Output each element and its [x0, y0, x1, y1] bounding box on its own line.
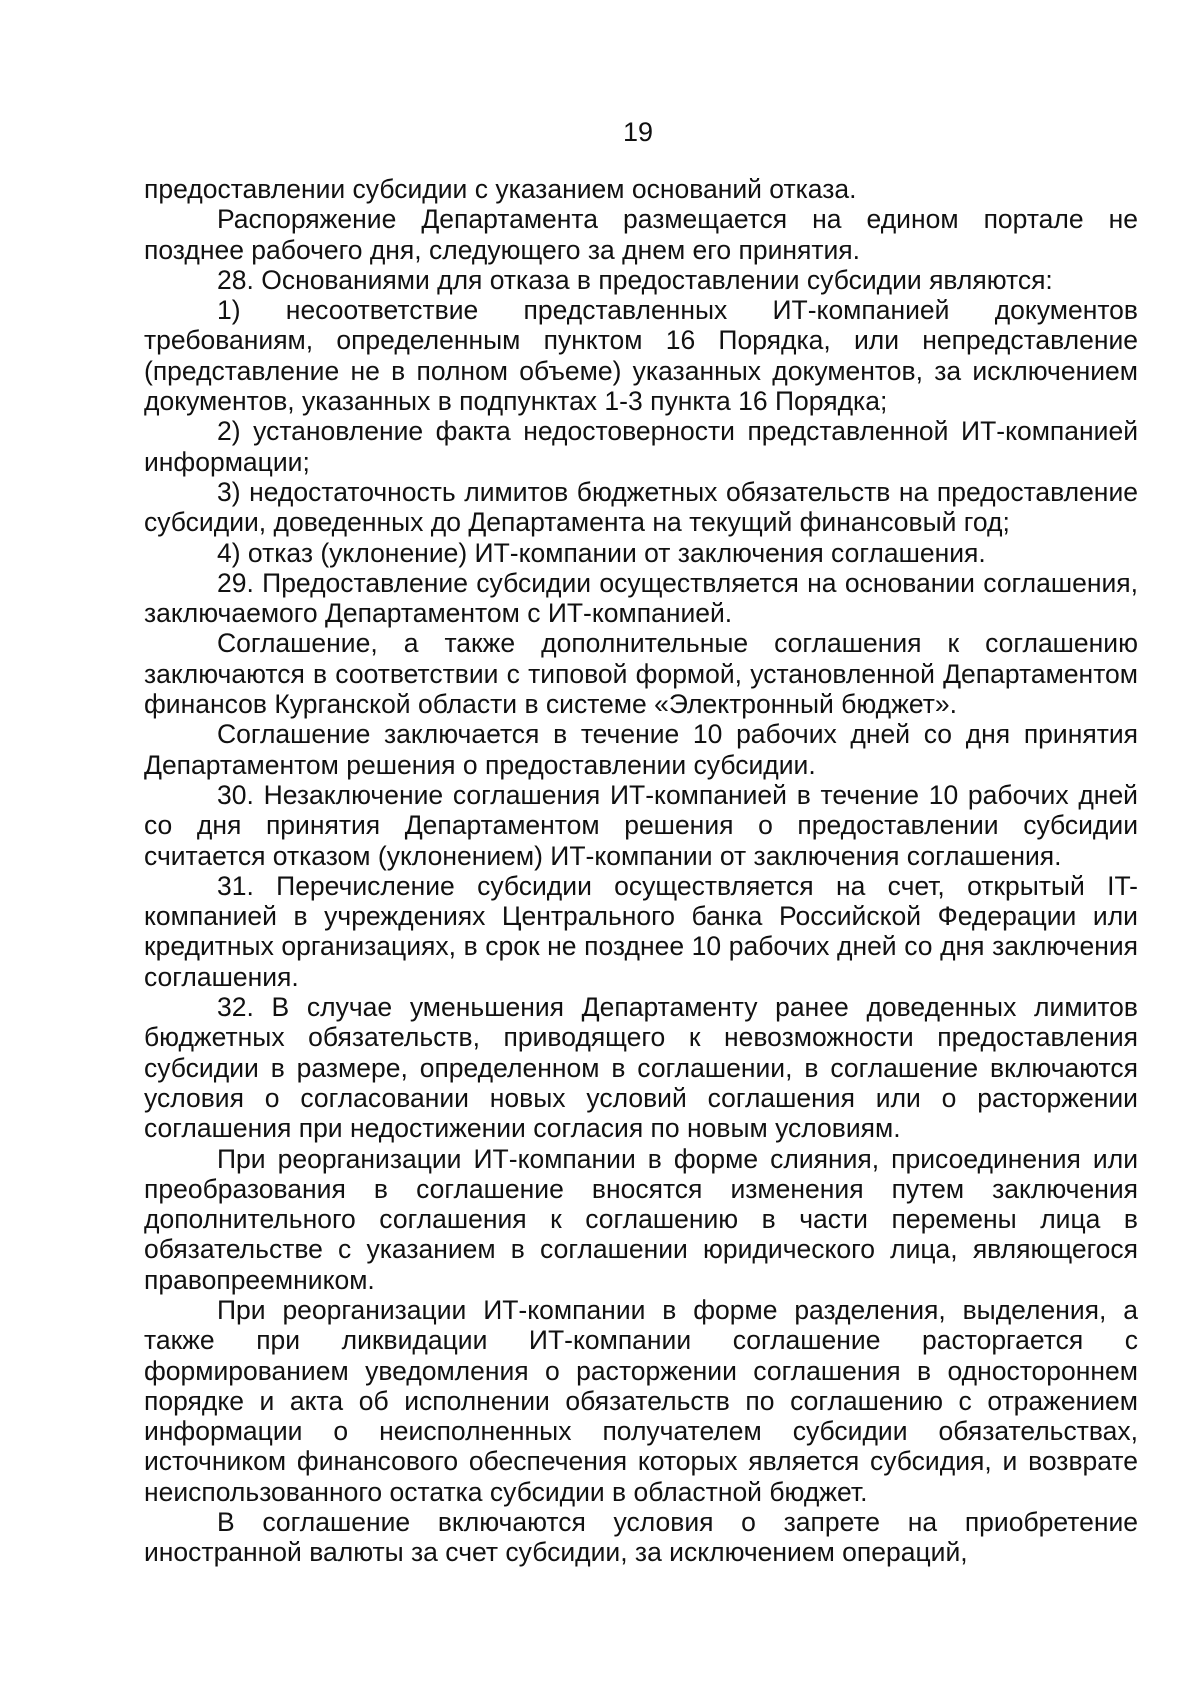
paragraph: 28. Основаниями для отказа в предоставлении субсидии являются: — [217, 264, 1053, 295]
paragraph: 3) недостаточность лимитов бюджетных обязательств на предоставление субсидии, доведенных до Департамента на текущий финансовый год; — [144, 476, 1138, 538]
paragraph: При реорганизации ИТ-компании в форме разделения, выделения, а также при ликвидации ИТ-компании соглашение расторгается с формированием уведомления о расторжении соглашения в одностороннем порядке и акта об исполнении обязательств по соглашению с отражением информации о неисполненных получателем субсидии обязательствах, источником финансового обеспечения которых является субсидия, и возврате неиспользованного остатка субсидии в областной бюджет. — [144, 1294, 1138, 1507]
paragraph: 2) установление факта недостоверности представленной ИТ-компанией информации; — [144, 416, 1138, 477]
document-body — [144, 174, 1138, 1568]
paragraph: 29. Предоставление субсидии осуществляется на основании соглашения, заключаемого Департаментом с ИТ-компанией. — [144, 567, 1138, 629]
paragraph: 4) отказ (уклонение) ИТ-компании от заключения соглашения. — [217, 537, 986, 568]
paragraph: предоставлении субсидии с указанием оснований отказа. — [144, 174, 857, 204]
page-number: 19 — [622, 117, 654, 147]
paragraph: Соглашение, а также дополнительные соглашения к соглашению заключаются в соответствии с типовой формой, установленной Департаментом финансов Курганской области в системе «Электронный бюджет». — [144, 628, 1138, 720]
paragraph: При реорганизации ИТ-компании в форме слияния, присоединения или преобразования в соглашение вносятся изменения путем заключения дополнительного соглашения к соглашению в части перемены лица в обязательстве с указанием в соглашении юридического лица, являющегося правопреемником. — [144, 1143, 1138, 1295]
paragraph: Распоряжение Департамента размещается на едином портале не позднее рабочего дня, следующего за днем его принятия. — [144, 204, 1138, 265]
paragraph: 31. Перечисление субсидии осуществляется на счет, открытый IT-компанией в учреждениях Центрального банка Российской Федерации или кредитных организациях, в срок не позднее 10 рабочих дней со дня заключения соглашения. — [144, 870, 1138, 992]
paragraph: Соглашение заключается в течение 10 рабочих дней со дня принятия Департаментом решения о предоставлении субсидии. — [144, 719, 1138, 780]
paragraph: В соглашение включаются условия о запрете на приобретение иностранной валюты за счет субсидии, за исключением операций, — [144, 1507, 1138, 1568]
paragraph: 32. В случае уменьшения Департаменту ранее доведенных лимитов бюджетных обязательств, приводящего к невозможности предоставления субсидии в размере, определенном в соглашении, в соглашение включаются условия о согласовании новых условий соглашения или о расторжении соглашения при недостижении согласия по новым условиям. — [144, 992, 1138, 1144]
paragraph: 1) несоответствие представленных ИТ-компанией документов требованиям, определенным пунктом 16 Порядка, или непредставление (представление не в полном объеме) указанных документов, за исключением документов, указанных в подпунктах 1-3 пункта 16 Порядка; — [144, 295, 1138, 417]
paragraph: 30. Незаключение соглашения ИТ-компанией в течение 10 рабочих дней со дня принятия Департаментом решения о предоставлении субсидии считается отказом (уклонением) ИТ-компании от заключения соглашения. — [144, 779, 1138, 871]
